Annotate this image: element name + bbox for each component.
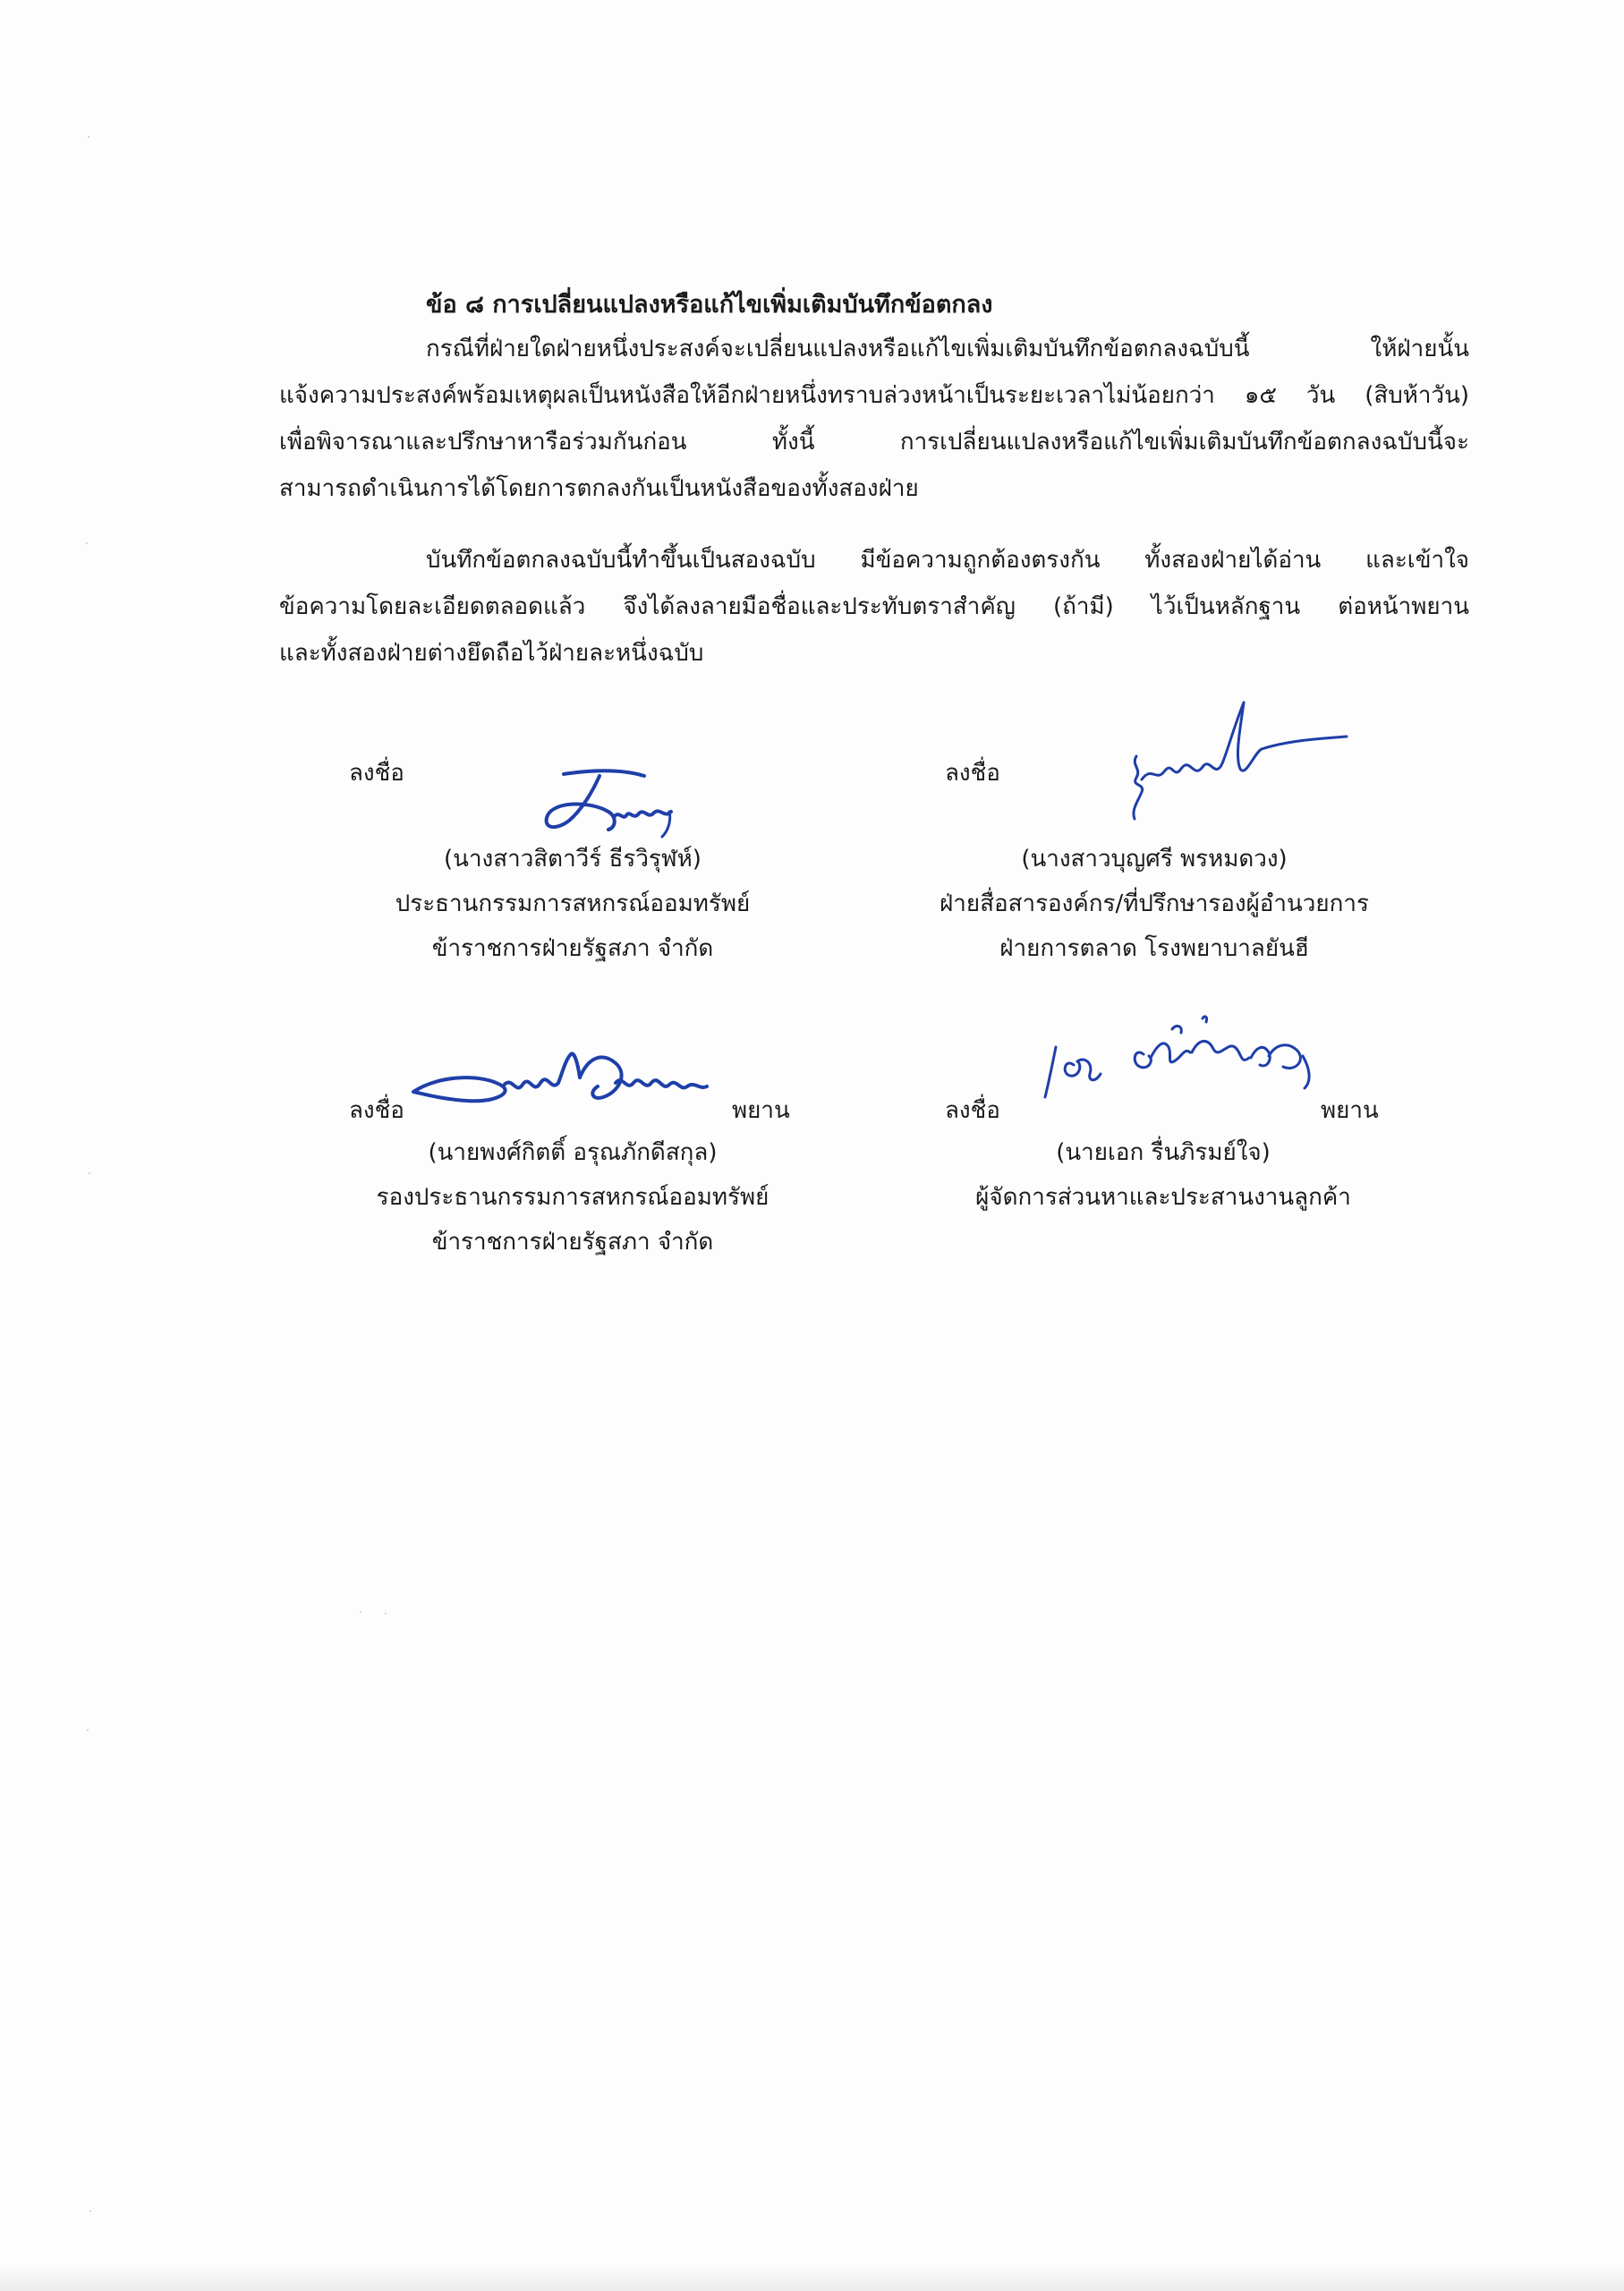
clause-heading: ข้อ ๘ การเปลี่ยนแปลงหรือแก้ไขเพิ่มเติมบันทึกข้อตกลง [426,291,993,319]
witness1-signer [340,1130,805,1265]
closing-line-1: บันทึกข้อตกลงฉบับนี้ทำขึ้นเป็นสองฉบับ มีข้อความถูกต้องตรงกัน ทั้งสองฝ่ายได้อ่าน และเข้าใจ [426,547,1469,574]
witness2-sign-label: ลงชื่อ [945,1097,1000,1124]
party2-name: (นางสาวบุญศรี พรหมดวง) [1021,846,1288,873]
party2-position-line1: ฝ่ายสื่อสารองค์กร/ที่ปรึกษารองผู้อำนวยการ [940,890,1369,917]
clause-line-2: แจ้งความประสงค์พร้อมเหตุผลเป็นหนังสือให้อีกฝ่ายหนึ่งทราบล่วงหน้าเป็นระยะเวลาไม่น้อยกว่า ๑๕ วัน (สิบห้าวัน) [279,382,1469,409]
witness1-position-line1: รองประธานกรรมการสหกรณ์ออมทรัพย์ [376,1184,769,1211]
closing-paragraph [279,537,1469,677]
witness2-signer [931,1130,1396,1220]
witness1-signature [404,1047,735,1119]
party2-sign-label: ลงชื่อ [945,760,1000,787]
clause-line-4: สามารถดำเนินการได้โดยการตกลงกันเป็นหนังสือของทั้งสองฝ่าย [279,475,919,502]
clause-line-1: กรณีที่ฝ่ายใดฝ่ายหนึ่งประสงค์จะเปลี่ยนแปลงหรือแก้ไขเพิ่มเติมบันทึกข้อตกลงฉบับนี้ ให้ฝ่ายนั้น [426,336,1469,362]
party1-position-line2: ข้าราชการฝ่ายรัฐสภา จำกัด [431,935,714,962]
witness1-name: (นายพงศ์กิตติ์ อรุณภักดีสกุล) [428,1139,718,1166]
closing-line-3: และทั้งสองฝ่ายต่างยึดถือไว้ฝ่ายละหนึ่งฉบับ [279,640,704,667]
witness1-witness-label: พยาน [732,1097,790,1124]
closing-line-2: ข้อความโดยละเอียดตลอดแล้ว จึงได้ลงลายมือชื่อและประทับตราสำคัญ (ถ้ามี) ไว้เป็นหลักฐาน ต่อหน้าพยาน [279,593,1469,620]
witness1-sign-label: ลงชื่อ [349,1097,404,1124]
party2-signature [1110,694,1351,828]
party1-signer [340,837,805,971]
witness2-signature [1038,1011,1324,1110]
scan-edge-shade [0,2264,1624,2291]
witness2-witness-label: พยาน [1321,1097,1379,1124]
party1-name: (นางสาวสิตาวีร์ ธีรวิรุฬห์) [444,846,701,873]
witness2-position-line1: ผู้จัดการส่วนหาและประสานงานลูกค้า [975,1184,1351,1211]
clause-line-3: เพื่อพิจารณาและปรึกษาหารือร่วมกันก่อน ทั้งนี้ การเปลี่ยนแปลงหรือแก้ไขเพิ่มเติมบันทึกข้อตกลงฉบับนี้จะ [279,429,1469,456]
party2-position-line2: ฝ่ายการตลาด โรงพยาบาลยันฮี [999,935,1309,962]
witness1-position-line2: ข้าราชการฝ่ายรัฐสภา จำกัด [431,1229,714,1256]
party1-position-line1: ประธานกรรมการสหกรณ์ออมทรัพย์ [395,890,751,917]
party1-sign-label: ลงชื่อ [349,760,404,787]
clause-paragraph [279,326,1469,512]
witness2-name: (นายเอก รื่นภิรมย์ใจ) [1056,1139,1271,1166]
party2-signer [904,837,1405,971]
party1-signature [537,765,680,846]
